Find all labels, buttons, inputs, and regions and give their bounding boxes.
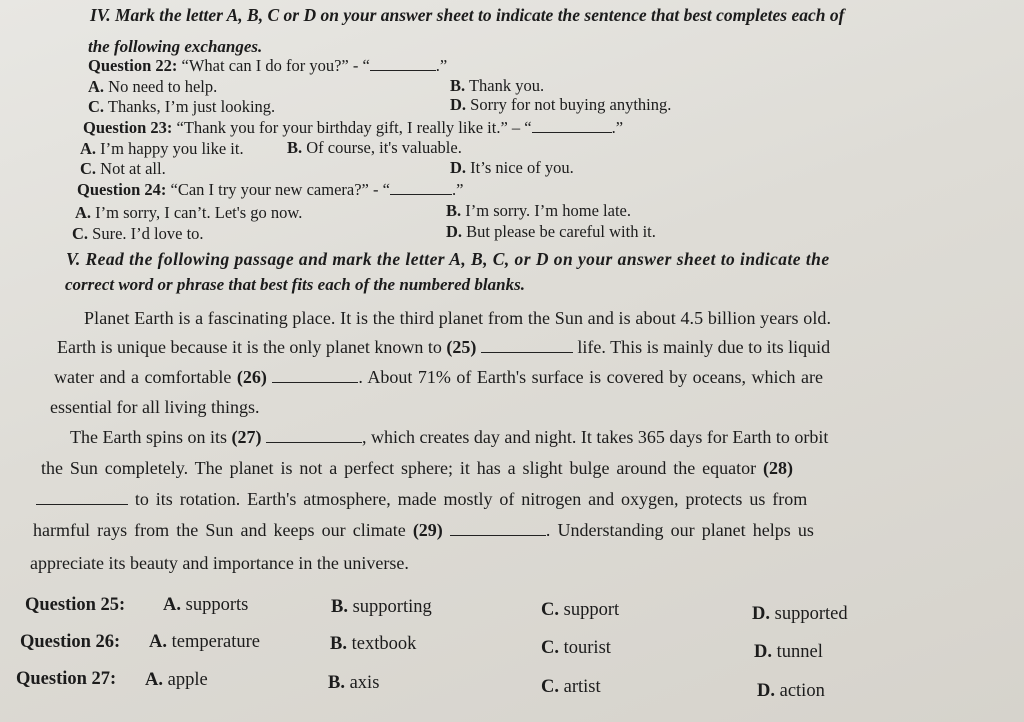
q25-option-b xyxy=(331,598,432,617)
option-text: Sure. I’d love to. xyxy=(92,224,204,243)
question-23-text: “Thank you for your birthday gift, I really like it.” – “ xyxy=(176,118,532,137)
option-letter: D. xyxy=(446,222,463,241)
passage-text: to its rotation. Earth's atmosphere, made mostly of nitrogen and oxygen, protects us from xyxy=(134,489,808,509)
option-letter: A. xyxy=(145,670,163,690)
q23-option-c xyxy=(80,161,166,178)
blank-number-27: (27) xyxy=(231,427,262,447)
passage-line-6 xyxy=(41,459,793,477)
q23-option-d xyxy=(450,160,574,177)
q22-option-d xyxy=(450,97,671,114)
question-22-label: Question 22: xyxy=(88,56,178,75)
passage-line-7 xyxy=(36,490,807,508)
option-text: Not at all. xyxy=(100,159,166,178)
q23-option-b xyxy=(287,140,462,157)
option-letter: C. xyxy=(88,97,105,116)
question-26-label: Question 26: xyxy=(20,632,121,652)
passage-text: . About 71% of Earth's surface is covered by oceans, which are xyxy=(358,367,824,387)
question-23-label: Question 23: xyxy=(83,118,173,137)
option-letter: A. xyxy=(163,595,181,615)
option-text: Thank you. xyxy=(468,76,545,95)
option-text: It’s nice of you. xyxy=(470,158,574,177)
option-letter: D. xyxy=(450,158,467,177)
option-text: supports xyxy=(185,595,249,615)
option-text: I’m sorry, I can’t. Let's go now. xyxy=(95,203,303,222)
option-text: artist xyxy=(563,677,601,697)
q27-option-c xyxy=(541,678,601,697)
option-letter: D. xyxy=(752,604,770,624)
option-letter: C. xyxy=(541,677,559,697)
passage-text: harmful rays from the Sun and keeps our climate xyxy=(33,520,406,540)
passage-line-8 xyxy=(33,521,814,539)
q24-option-c xyxy=(72,226,204,243)
option-text: axis xyxy=(349,673,380,693)
option-letter: C. xyxy=(541,600,559,620)
passage-line-5 xyxy=(70,428,828,446)
option-text: supporting xyxy=(352,597,432,617)
option-letter: B. xyxy=(450,76,466,95)
q26-option-a xyxy=(149,633,260,652)
option-text: No need to help. xyxy=(108,77,218,96)
question-25-label: Question 25: xyxy=(25,595,126,615)
q26-option-d xyxy=(754,643,823,662)
option-text: tourist xyxy=(563,638,611,658)
q24-option-b xyxy=(446,203,631,220)
passage-line-2 xyxy=(57,338,830,356)
option-text: support xyxy=(563,600,620,620)
question-22-text: “What can I do for you?” - “ xyxy=(181,56,370,75)
option-text: Sorry for not buying anything. xyxy=(470,95,672,114)
option-text: apple xyxy=(167,670,208,690)
option-text: textbook xyxy=(351,634,417,654)
option-text: Thanks, I’m just looking. xyxy=(107,97,276,116)
question-23-close: .” xyxy=(611,118,624,137)
q22-option-a xyxy=(88,79,217,96)
passage-text: life. This is mainly due to its liquid xyxy=(577,337,831,357)
q25-option-d xyxy=(752,605,848,624)
q22-option-c xyxy=(88,99,275,116)
q23-option-a xyxy=(80,141,244,158)
option-letter: A. xyxy=(80,139,97,158)
option-letter: B. xyxy=(330,634,347,654)
option-letter: C. xyxy=(80,159,97,178)
question-24-text: “Can I try your new camera?” - “ xyxy=(170,180,390,199)
passage-line-4: essential for all living things. xyxy=(50,397,260,417)
question-23-prompt xyxy=(83,120,623,137)
option-letter: A. xyxy=(75,203,92,222)
passage-blank-29 xyxy=(450,534,546,536)
answer-blank xyxy=(370,69,436,71)
blank-number-25: (25) xyxy=(446,337,477,357)
answer-blank xyxy=(390,193,452,195)
question-24-close: .” xyxy=(451,180,464,199)
q26-option-c xyxy=(541,639,611,658)
option-text: supported xyxy=(774,604,848,624)
question-27-label: Question 27: xyxy=(16,669,117,689)
passage-text: The Earth spins on its xyxy=(70,427,227,447)
option-letter: A. xyxy=(88,77,105,96)
passage-blank-28 xyxy=(36,503,128,505)
question-22-prompt xyxy=(88,58,447,75)
blank-number-28: (28) xyxy=(763,458,794,478)
passage-line-3 xyxy=(54,368,823,386)
q27-option-a xyxy=(145,671,208,690)
passage-text: , which creates day and night. It takes 365 days for Earth to orbit xyxy=(361,427,829,447)
blank-number-29: (29) xyxy=(412,520,443,540)
answer-blank xyxy=(532,131,612,133)
section-v-heading-line-1: V. Read the following passage and mark the letter A, B, C, or D on your answer sheet to indicate the xyxy=(66,249,830,269)
passage-line-9: appreciate its beauty and importance in the universe. xyxy=(30,553,409,573)
passage-blank-27 xyxy=(266,441,362,443)
passage-text: . Understanding our planet helps us xyxy=(545,520,814,540)
option-letter: B. xyxy=(287,138,303,157)
question-24-label: Question 24: xyxy=(77,180,167,199)
q25-option-c xyxy=(541,601,619,620)
q22-option-b xyxy=(450,78,544,95)
option-text: I’m sorry. I’m home late. xyxy=(465,201,631,220)
option-text: I’m happy you like it. xyxy=(100,139,244,158)
passage-text: Earth is unique because it is the only planet known to xyxy=(57,337,442,357)
option-letter: B. xyxy=(446,201,462,220)
section-iv-heading-line-2: the following exchanges. xyxy=(88,37,263,56)
option-letter: D. xyxy=(450,95,467,114)
option-text: But please be careful with it. xyxy=(466,222,656,241)
option-text: Of course, it's valuable. xyxy=(306,138,462,157)
section-iv-heading-line-1: IV. Mark the letter A, B, C or D on your answer sheet to indicate the sentence that best completes each of xyxy=(90,5,845,25)
option-letter: B. xyxy=(328,673,345,693)
passage-blank-25 xyxy=(481,351,573,353)
question-22-close: .” xyxy=(435,56,448,75)
section-v-heading-line-2: correct word or phrase that best fits each of the numbered blanks. xyxy=(65,275,525,294)
passage-text: the Sun completely. The planet is not a perfect sphere; it has a slight bulge around the equator xyxy=(41,458,757,478)
passage-blank-26 xyxy=(272,381,358,383)
question-24-prompt xyxy=(77,182,463,199)
q24-option-d xyxy=(446,224,656,241)
q27-option-d xyxy=(757,682,825,701)
option-text: tunnel xyxy=(776,642,823,662)
option-text: temperature xyxy=(171,632,260,652)
q24-option-a xyxy=(75,205,302,222)
option-text: action xyxy=(779,681,825,701)
option-letter: B. xyxy=(331,597,348,617)
option-letter: D. xyxy=(754,642,772,662)
q26-option-b xyxy=(330,635,416,654)
option-letter: C. xyxy=(541,638,559,658)
option-letter: C. xyxy=(72,224,89,243)
passage-text: water and a comfortable xyxy=(54,367,232,387)
q27-option-b xyxy=(328,674,379,693)
passage-line-1: Planet Earth is a fascinating place. It is the third planet from the Sun and is about 4.5 billion years old. xyxy=(84,308,832,328)
blank-number-26: (26) xyxy=(236,367,267,387)
option-letter: A. xyxy=(149,632,167,652)
q25-option-a xyxy=(163,596,248,615)
option-letter: D. xyxy=(757,681,775,701)
